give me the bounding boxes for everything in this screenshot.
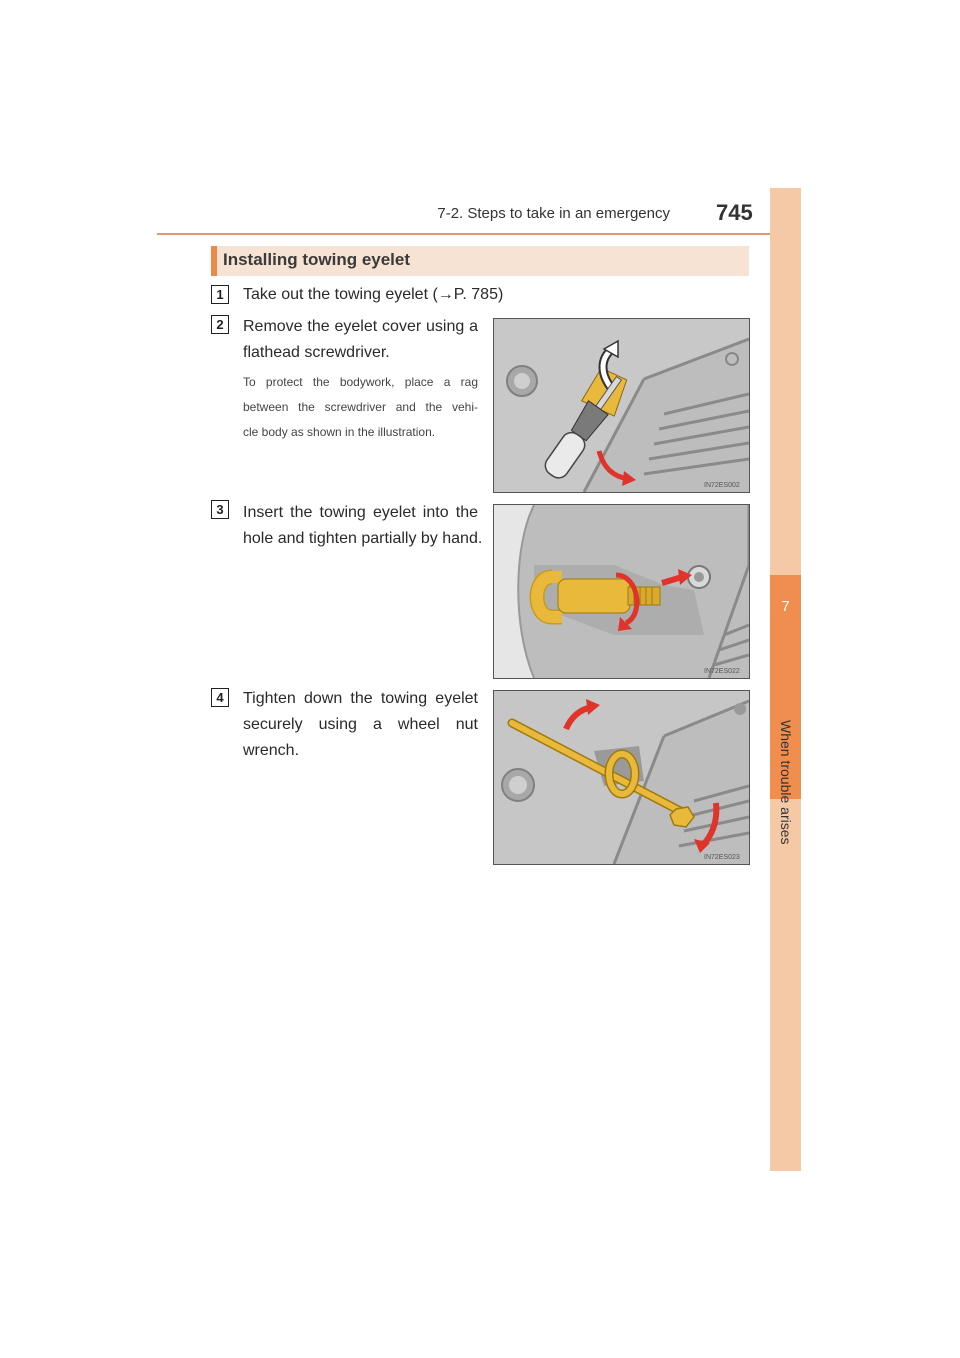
step-2-note-line3: cle body as shown in the illustration. (243, 425, 436, 439)
step-2-badge: 2 (211, 315, 229, 334)
step-2-illustration (493, 318, 750, 493)
step-2-image-code: IN72ES002 (704, 482, 740, 489)
step-2-text-line1: Remove the eyelet cover using a (243, 318, 478, 335)
step-2-text-line2: flathead screwdriver. (243, 344, 390, 361)
page-number: 745 (716, 200, 753, 225)
step-3-text-line2: hole and tighten partially by hand. (243, 530, 483, 547)
step-3-badge: 3 (211, 500, 229, 519)
step-4-text-line1: Tighten down the towing eyelet (243, 690, 478, 707)
step-3-illustration (493, 504, 750, 679)
chapter-number: 7 (781, 598, 790, 615)
step-2-note-line2: between the screwdriver and the vehi- (243, 400, 478, 414)
step-1-text: Take out the towing eyelet (→P. 785) (243, 286, 504, 303)
step-4-image-code: IN72ES023 (704, 854, 740, 861)
section-title: Installing towing eyelet (223, 250, 411, 269)
step-4-text-line3: wrench. (243, 742, 300, 759)
step-2-note-line1: To protect the bodywork, place a rag (243, 375, 478, 389)
step-1-badge: 1 (211, 285, 229, 304)
step-4-badge: 4 (211, 688, 229, 707)
step-3-text-line1: Insert the towing eyelet into the (243, 504, 478, 521)
header-rule (157, 233, 801, 235)
chapter-title: When trouble arises (778, 720, 794, 845)
step-3-image-code: IN72ES022 (704, 668, 740, 675)
step-4-text-line2: securely using a wheel nut (243, 716, 478, 733)
running-head: 7-2. Steps to take in an emergency (437, 205, 670, 222)
chapter-title-wrap (776, 720, 796, 910)
step-4-illustration (493, 690, 750, 865)
